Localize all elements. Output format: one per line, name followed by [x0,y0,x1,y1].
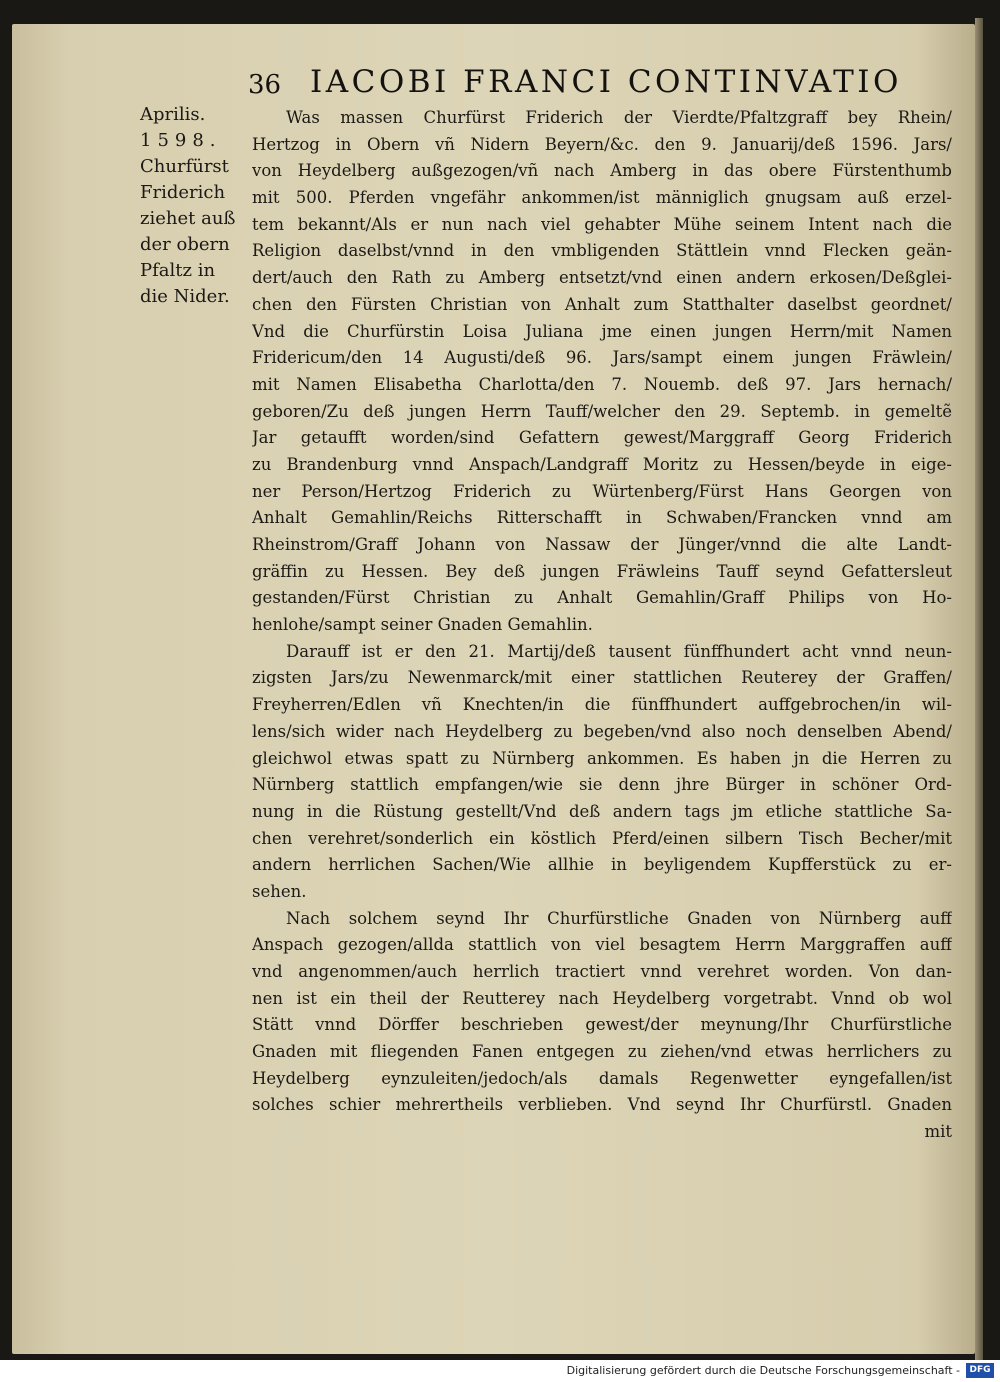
margin-note-line: Friderich [140,182,226,203]
body-text [252,105,952,1146]
text-line: chen verehret/sonderlich ein köstlich Pferd/einen silbern Tisch Becher/mit [252,828,952,848]
text-line: dert/auch den Rath zu Amberg entsetzt/vnd einen andern erkosen/Deßglei- [252,268,952,288]
text-line: Was massen Churfürst Friderich der Vierdte/Pfaltzgraff bey Rhein/ [286,108,952,127]
margin-note [140,102,250,310]
page-number: 36 [248,70,282,100]
text-line: andern herrlichen Sachen/Wie allhie in beyligendem Kupfferstück zu er- [252,855,952,875]
margin-note-line: die Nider. [140,286,230,307]
margin-note-line: Aprilis. [140,104,206,125]
text-line: henlohe/sampt seiner Gnaden Gemahlin. [252,615,593,635]
text-line: Religion daselbst/vnnd in den vmbligenden Stättlein vnnd Flecken geän- [252,241,952,261]
dfg-logo: DFG [966,1363,994,1378]
text-line: ner Person/Hertzog Friderich zu Würtenberg/Fürst Hans Georgen von [252,481,952,501]
text-line: lens/sich wider nach Heydelberg zu begeben/vnd also noch denselben Abend/ [252,721,952,741]
text-line: geboren/Zu deß jungen Herrn Tauff/welcher den 29. Septemb. in gemeltẽ [252,401,952,421]
text-line: Anspach gezogen/allda stattlich von viel besagtem Herrn Marggraffen auff [252,935,952,955]
text-line: Hertzog in Obern vñ Nidern Beyern/&c. den 9. Januarij/deß 1596. Jars/ [252,134,952,154]
text-line: Nürnberg stattlich empfangen/wie sie denn jhre Bürger in schöner Ord- [252,775,952,795]
text-line: Nach solchem seynd Ihr Churfürstliche Gnaden von Nürnberg auff [286,908,952,928]
text-line: Fridericum/den 14 Augusti/deß 96. Jars/sampt einem jungen Fräwlein/ [252,348,952,368]
text-line: vnd angenommen/auch herrlich tractiert vnnd verehret worden. Von dan- [252,962,952,981]
text-line: Freyherren/Edlen vñ Knechten/in die fünffhundert auffgebrochen/in wil- [252,695,952,715]
text-line: Stätt vnnd Dörffer beschrieben gewest/der meynung/Ihr Churfürstliche [252,1015,952,1035]
text-line: solches schier mehrertheils verblieben. Vnd seynd Ihr Churfürstl. Gnaden [252,1095,952,1115]
margin-note-line: der obern [140,234,230,255]
text-line: gestanden/Fürst Christian zu Anhalt Gemahlin/Graff Philips von Ho- [252,588,952,608]
text-line: Anhalt Gemahlin/Reichs Ritterschafft in Schwaben/Francken vnnd am [252,508,952,528]
text-line: sehen. [252,881,307,901]
funding-credit: Digitalisierung gefördert durch die Deutsche Forschungsgemeinschaft - [566,1364,960,1377]
footer-bar [0,1360,1000,1382]
text-line: Heydelberg eynzuleiten/jedoch/als damals Regenwetter eyngefallen/ist [252,1068,952,1088]
text-line: nen ist ein theil der Reutterey nach Heydelberg vorgetrabt. Vnnd ob wol [252,988,952,1008]
text-line: gräffin zu Hessen. Bey deß jungen Fräwleins Tauff seynd Gefattersleut [252,561,952,581]
running-head [248,64,948,110]
text-line: von Heydelberg außgezogen/vñ nach Amberg in das obere Fürstenthumb [252,161,952,181]
page-edge-shadow [975,18,983,1360]
margin-note-line: ziehet auß [140,208,236,229]
text-line: nung in die Rüstung gestellt/Vnd deß andern tags jm etliche stattliche Sa- [252,801,952,821]
text-line: Rheinstrom/Graff Johann von Nassaw der Jünger/vnnd die alte Landt- [252,535,952,554]
text-line: Darauff ist er den 21. Martij/deß tausent fünffhundert acht vnnd neun- [286,641,952,661]
margin-note-line: 1598. [140,130,222,151]
running-title: IACOBI FRANCI CONTINVATIO [310,64,902,100]
text-line: Gnaden mit fliegenden Fanen entgegen zu ziehen/vnd etwas herrlichers zu [252,1042,952,1062]
text-line: zigsten Jars/zu Newenmarck/mit einer stattlichen Reuterey der Graffen/ [252,668,952,688]
catchword: mit [924,1122,952,1142]
text-line: Jar getaufft worden/sind Gefattern gewest/Marggraff Georg Friderich [252,428,952,448]
margin-note-line: Pfaltz in [140,260,216,281]
margin-note-line: Churfürst [140,156,229,177]
text-line: Vnd die Churfürstin Loisa Juliana jme einen jungen Herrn/mit Namen [252,321,952,341]
text-line: gleichwol etwas spatt zu Nürnberg ankommen. Es haben jn die Herren zu [252,748,952,768]
text-line: mit 500. Pferden vngefähr ankommen/ist männiglich gnugsam auß erzel- [252,188,952,208]
text-line: chen den Fürsten Christian von Anhalt zum Statthalter daselbst geordnet/ [252,294,952,314]
text-line: mit Namen Elisabetha Charlotta/den 7. Nouemb. deß 97. Jars hernach/ [252,374,952,394]
text-line: tem bekannt/Als er nun nach viel gehabter Mühe seinem Intent nach die [252,214,952,234]
text-line: zu Brandenburg vnnd Anspach/Landgraff Moritz zu Hessen/beyde in eige- [252,454,952,474]
